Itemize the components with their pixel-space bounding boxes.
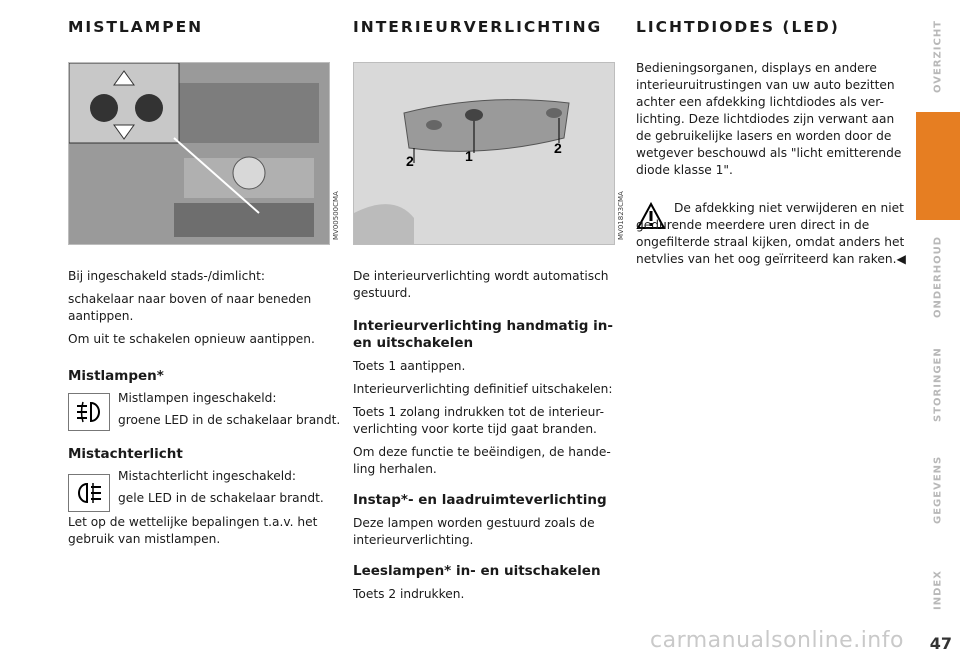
interior-intro: De interieurverlichting wordt automatisch gestuurd. — [353, 269, 609, 300]
heading-interieurverlichting: INTERIEURVERLICHTING — [353, 18, 603, 36]
front-fog-light-icon — [68, 393, 110, 431]
interior-light-illustration — [354, 63, 614, 244]
label-2-right: 2 — [554, 140, 562, 156]
mistlampen-line2: groene LED in de schakelaar brandt. — [118, 413, 341, 427]
image-code-left: MV00500CMA — [332, 191, 340, 240]
section-handmatig-title: Interieurverlichting handmatig in- en uitschakelen — [353, 318, 613, 351]
fog-intro-1: Bij ingeschakeld stads-/dimlicht: — [68, 269, 265, 283]
mistachterlicht-line2: gele LED in de schakelaar brandt. — [118, 491, 324, 505]
tab-index[interactable]: INDEX — [932, 570, 944, 610]
section-mistlampen-title: Mistlampen* — [68, 368, 164, 384]
heading-lichtdiodes: LICHTDIODES (LED) — [636, 18, 840, 36]
dashboard-illustration — [69, 63, 329, 244]
instap-para-1: Deze lampen worden gestuurd zoals de interieurverlichting. — [353, 516, 595, 547]
fog-switch-photo — [68, 62, 330, 245]
image-code-middle: MV01823CMA — [617, 191, 625, 240]
page-number: 47 — [929, 634, 952, 653]
label-2-left: 2 — [406, 153, 414, 169]
tab-overzicht[interactable]: OVERZICHT — [932, 19, 944, 93]
mistlampen-line1: Mistlampen ingeschakeld: — [118, 391, 277, 405]
fog-intro-3: Om uit te schakelen opnieuw aantippen. — [68, 332, 315, 346]
led-body: Bedieningsorganen, displays en andere interieuruitrustingen van uw auto bezitten achter een afdekking lichtdiodes als ver-lichting. Deze lichtdiodes zijn verwant aan de gebruikelijke lasers en worden door de wetgever beschouwd als "licht emitterende diode klasse 1". — [636, 61, 902, 177]
handmatig-para-2: Interieurverlichting definitief uitschakelen: — [353, 382, 613, 396]
tab-gegevens[interactable]: GEGEVENS — [932, 455, 944, 525]
rear-fog-light-icon — [68, 474, 110, 512]
tab-bediening-label[interactable]: BEDIENING — [932, 129, 944, 201]
handmatig-para-1: Toets 1 aantippen. — [353, 359, 466, 373]
fog-intro-2: schakelaar naar boven of naar beneden aantippen. — [68, 292, 312, 323]
section-leeslampen-title: Leeslampen* in- en uitschakelen — [353, 563, 601, 579]
fog-footer: Let op de wettelijke bepalingen t.a.v. het gebruik van mistlampen. — [68, 515, 318, 546]
handmatig-para-3: Toets 1 zolang indrukken tot de interieur-verlichting voor korte tijd gaat branden. — [353, 405, 604, 436]
heading-mistlampen: MISTLAMPEN — [68, 18, 204, 36]
interior-light-photo — [353, 62, 615, 245]
watermark: carmanualsonline.info — [650, 628, 904, 653]
handmatig-para-4: Om deze functie te beëindigen, de hande-ling herhalen. — [353, 445, 611, 476]
tab-onderhoud[interactable]: ONDERHOUD — [932, 236, 944, 319]
section-mistachterlicht-title: Mistachterlicht — [68, 446, 183, 462]
mistachterlicht-line1: Mistachterlicht ingeschakeld: — [118, 469, 296, 483]
section-instap-title: Instap*- en laadruimteverlichting — [353, 492, 607, 508]
label-1: 1 — [465, 148, 473, 164]
side-tabs — [916, 0, 960, 663]
led-warning: De afdekking niet verwijderen en niet gedurende meerdere uren direct in de ongefilterde straal kijken, omdat anders het netvlies van het oog geïrriteerd kan raken.◀ — [636, 201, 906, 266]
tab-storingen[interactable]: STORINGEN — [932, 347, 944, 423]
leeslampen-para-1: Toets 2 indrukken. — [353, 587, 465, 601]
